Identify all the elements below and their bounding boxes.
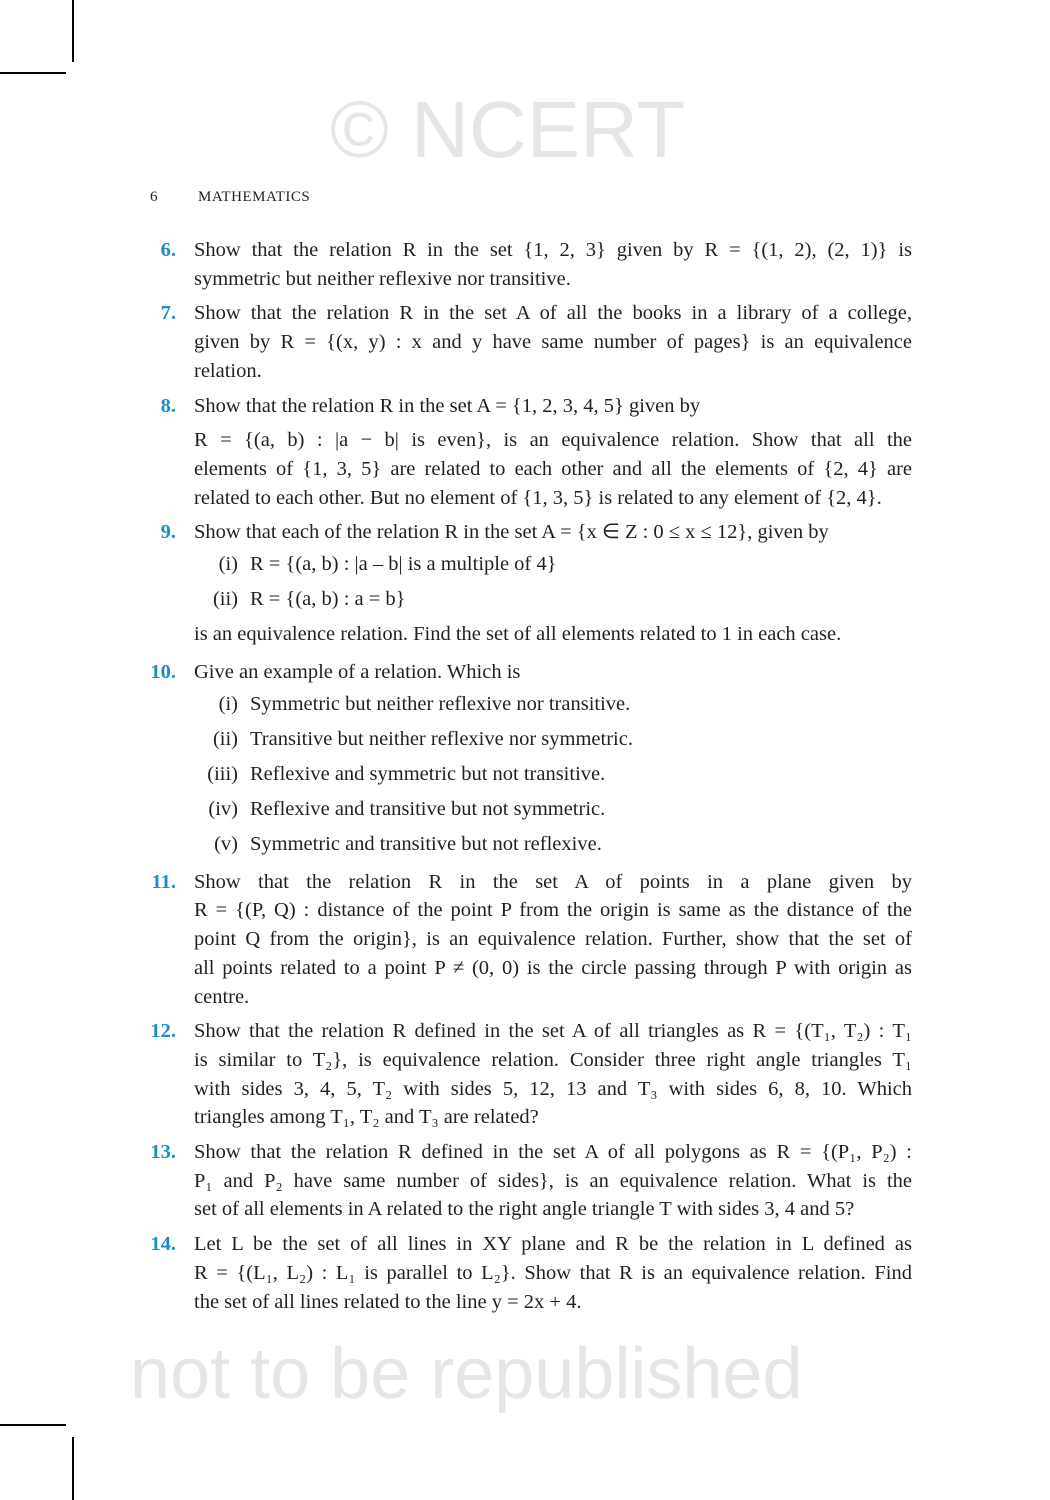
exercise-item xyxy=(140,868,912,1012)
sub-item-text: Reflexive and symmetric but not transitive. xyxy=(250,762,606,785)
exercise-item xyxy=(140,658,912,862)
exercise-text-line: Show that the relation R in the set A of all the books in a library of a college, xyxy=(194,302,912,325)
exercise-text-line: R = {(P, Q) : distance of the point P from the origin is same as the distance of the xyxy=(194,899,912,922)
crop-mark xyxy=(72,0,74,62)
exercise-text-line: Let L be the set of all lines in XY plane and R be the relation in L defined as xyxy=(194,1233,912,1256)
sub-item-label: (iii) xyxy=(207,762,238,785)
crop-mark xyxy=(72,1437,74,1500)
sub-item xyxy=(194,582,912,617)
exercise-text-line: Show that the relation R defined in the set A of all polygons as R = {(P₁, P₂) : xyxy=(194,1141,912,1164)
exercise-text-line: centre. xyxy=(194,985,250,1008)
running-title: MATHEMATICS xyxy=(198,189,311,205)
sub-item-label: (i) xyxy=(218,692,238,715)
sub-item-label: (v) xyxy=(214,832,238,855)
sub-item xyxy=(194,827,912,862)
exercise-text-line: Show that each of the relation R in the set A = {x ∈ Z : 0 ≤ x ≤ 12}, given by xyxy=(194,521,829,544)
exercise-text-line: Give an example of a relation. Which is xyxy=(194,661,521,684)
exercise-number: 10. xyxy=(150,661,176,684)
exercise-item xyxy=(140,236,912,293)
exercise-text-line: given by R = {(x, y) : x and y have same number of pages} is an equivalence xyxy=(194,331,912,354)
exercise-text-line: related to each other. But no element of {1, 3, 5} is related to any element of {2, 4}. xyxy=(194,486,882,509)
sub-item-text: Transitive but neither reflexive nor symmetric. xyxy=(250,727,633,750)
exercise-item xyxy=(140,299,912,385)
crop-mark xyxy=(0,72,66,74)
exercise-text-line: R = {(a, b) : |a − b| is even}, is an equivalence relation. Show that all the xyxy=(194,429,912,452)
exercise-item xyxy=(140,1017,912,1132)
exercise-text-line: R = {(L₁, L₂) : L₁ is parallel to L₂}. Show that R is an equivalence relation. Find xyxy=(194,1261,912,1284)
exercise-text-line: the set of all lines related to the line y = 2x + 4. xyxy=(194,1290,582,1313)
sub-item-label: (i) xyxy=(218,553,238,576)
exercise-text-line: with sides 3, 4, 5, T₂ with sides 5, 12, 13 and T₃ with sides 6, 8, 10. Which xyxy=(194,1077,912,1100)
sub-item-text: R = {(a, b) : |a – b| is a multiple of 4} xyxy=(250,553,557,576)
watermark-line2: not to be republished xyxy=(130,1334,803,1414)
sub-item-label: (ii) xyxy=(212,727,238,750)
sub-item xyxy=(194,687,912,722)
exercise-text-line: triangles among T₁, T₂ and T₃ are related? xyxy=(194,1106,539,1129)
exercise-text-line: Show that the relation R in the set {1, 2, 3} given by R = {(1, 2), (2, 1)} is xyxy=(194,239,912,261)
exercise-number: 6. xyxy=(160,239,176,261)
sub-item xyxy=(194,547,912,582)
exercise-text-line: all points related to a point P ≠ (0, 0) is the circle passing through P with origin as xyxy=(194,956,912,979)
exercise-number: 13. xyxy=(150,1141,176,1164)
exercise-item xyxy=(140,518,912,652)
sub-item xyxy=(194,757,912,792)
exercise-text-line: P₁ and P₂ have same number of sides}, is an equivalence relation. What is the xyxy=(194,1169,912,1192)
sub-item xyxy=(194,792,912,827)
sub-item-label: (ii) xyxy=(212,588,238,611)
exercise-text-line: Show that the relation R defined in the set A of all triangles as R = {(T₁, T₂) : T₁ xyxy=(194,1020,912,1043)
sub-item-text: R = {(a, b) : a = b} xyxy=(250,588,406,611)
sub-item-label: (iv) xyxy=(208,797,238,820)
sub-item-text: Symmetric and transitive but not reflexive. xyxy=(250,832,602,855)
exercise-text-line: is an equivalence relation. Find the set of all elements related to 1 in each case. xyxy=(194,623,842,646)
exercise-number: 7. xyxy=(160,302,176,325)
exercise-text-line: elements of {1, 3, 5} are related to each other and all the elements of {2, 4} are xyxy=(194,457,912,480)
exercise-number: 11. xyxy=(151,870,176,893)
exercise-item xyxy=(140,1138,912,1224)
sub-item-text: Symmetric but neither reflexive nor transitive. xyxy=(250,692,631,715)
exercise-text-line: Show that the relation R in the set A = {1, 2, 3, 4, 5} given by xyxy=(194,394,701,417)
page-number: 6 xyxy=(150,189,158,205)
exercise-text-line: point Q from the origin}, is an equivalence relation. Further, show that the set of xyxy=(194,928,912,951)
watermark-line1: © NCERT xyxy=(330,85,686,174)
crop-mark xyxy=(0,1424,66,1426)
exercise-text-line: Show that the relation R in the set A of points in a plane given by xyxy=(194,870,912,893)
exercise-number: 12. xyxy=(150,1020,176,1043)
exercise-text-line: set of all elements in A related to the right angle triangle T with sides 3, 4 and 5? xyxy=(194,1198,855,1221)
exercise-text-line: is similar to T₂}, is equivalence relation. Consider three right angle triangles T₁ xyxy=(194,1048,912,1071)
exercise-text-line: symmetric but neither reflexive nor transitive. xyxy=(194,267,571,290)
exercise-item xyxy=(140,392,912,513)
exercise-list xyxy=(140,236,912,1322)
exercise-text-line: relation. xyxy=(194,359,262,382)
exercise-number: 8. xyxy=(160,394,176,417)
sub-item xyxy=(194,722,912,757)
sub-item-text: Reflexive and transitive but not symmetric. xyxy=(250,797,606,820)
exercise-item xyxy=(140,1230,912,1316)
exercise-number: 14. xyxy=(150,1233,176,1256)
exercise-number: 9. xyxy=(160,521,176,544)
